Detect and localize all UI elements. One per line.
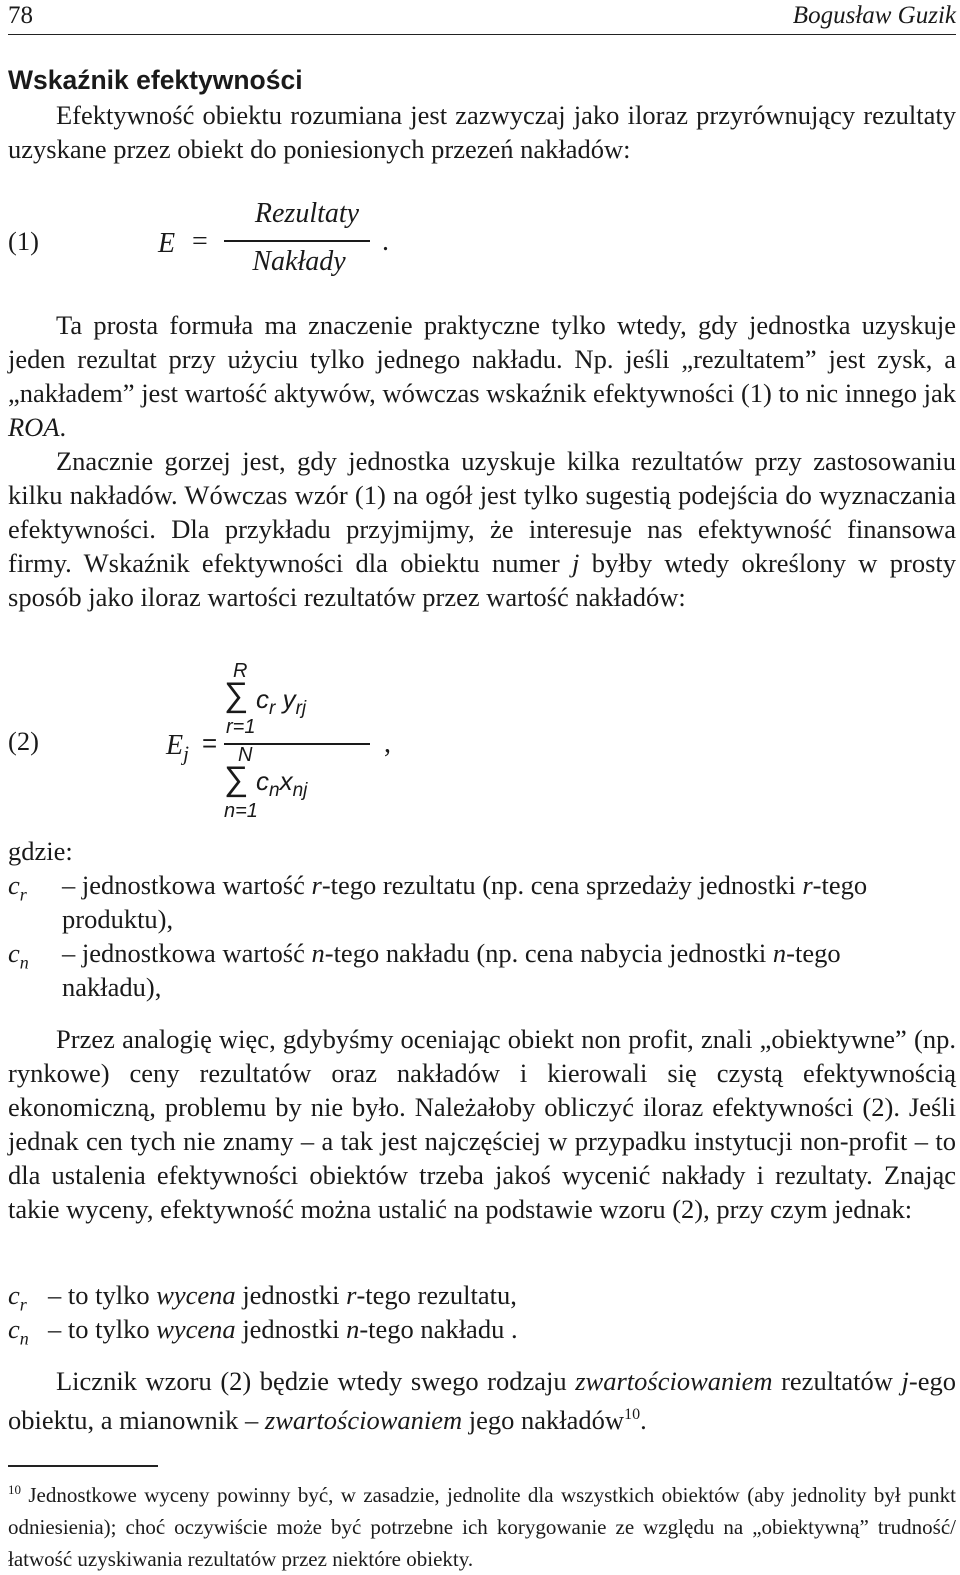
paragraph-3	[8, 444, 956, 614]
upper-sum-term	[256, 684, 306, 720]
section-heading: Wskaźnik efektywności	[8, 65, 303, 95]
running-head-author: Bogusław Guzik	[792, 2, 956, 29]
definition-body	[62, 868, 956, 936]
equation-2-lhs-symbol: E	[166, 730, 184, 761]
symbol-c: c	[8, 938, 20, 968]
upper-sigma: ∑	[224, 676, 249, 714]
definition-cr	[8, 868, 956, 936]
paragraph-2-text: Ta prosta formuła ma znaczenie praktyczne tylko wtedy, gdy jednostka uzyskuje jeden rezultat przy użyciu tylko jednego nakładu. Np. jeśli „rezultatem” jest zysk, a „nakładem” jest wartość aktywów, wówczas wskaźnik efektywności (1) to nic innego jak	[8, 310, 956, 408]
lower-sigma: ∑	[224, 760, 249, 798]
paragraph-5-text: rezultatów	[772, 1366, 902, 1396]
definition-emphasis: wycena	[156, 1280, 236, 1310]
definition-text: jednostki	[235, 1280, 347, 1310]
definition-text: -tego nakładu (np. cena nabycia jednostki	[324, 938, 773, 968]
definition-symbol	[8, 868, 27, 911]
term-x-sub: nj	[292, 780, 308, 802]
symbol-c: c	[8, 1280, 20, 1310]
equation-2-comma: ,	[384, 728, 391, 759]
equation-1-equals: =	[192, 226, 208, 257]
page-number: 78	[8, 2, 33, 29]
symbol-sub: r	[19, 1294, 27, 1315]
term-c-sub: n	[269, 780, 280, 802]
running-head	[8, 0, 956, 35]
paragraph-5	[8, 1364, 956, 1437]
term-x: x	[279, 766, 293, 796]
paragraph-3-var-j: j	[572, 548, 580, 578]
definition-body	[48, 1312, 942, 1346]
paragraph-3-text-a: Znacznie gorzej jest, gdy jednostka uzyskuje kilka rezultatów przy zastosowaniu kilku nakładów. Wówczas wzór (1) na ogół jest tylko sugestią podejścia do wyznaczania efektywności. Dla przykładu przyjmijmy, że interesuje nas efektywność finansowa firmy. Wskaźnik efektywności dla obiektu numer	[8, 446, 956, 578]
definition-body	[62, 936, 956, 1004]
footnote	[8, 1474, 956, 1575]
paragraph-5-text: Licznik wzoru (2) będzie wtedy swego rodzaju	[56, 1366, 576, 1396]
term-c: c	[256, 766, 269, 796]
definition-text: nakładu),	[62, 972, 162, 1002]
paragraph-2-end: .	[59, 412, 67, 442]
definition-var: n	[772, 938, 787, 968]
symbol-c: c	[8, 1314, 20, 1344]
definition-text: -tego	[812, 870, 868, 900]
upper-sum-limit: R	[233, 660, 248, 682]
definition-text: – jednostkowa wartość	[62, 938, 312, 968]
footnote-rule	[8, 1465, 158, 1467]
definition-var: r	[311, 870, 322, 900]
paragraph-4: Przez analogię więc, gdybyśmy oceniając obiekt non profit, znali „obiektywne” (np. rynkowe) ceny rezultatów oraz nakładów i kierowali się czystą efektywnością ekonomiczną, problemu by nie było. Należałoby obliczyć iloraz efektywności (2). Jeśli jednak cen tych nie znamy – a tak jest najczęściej w przypadku instytucji non-profit – to dla ustalenia efektywności obiektów trzeba jakoś wycenić nakłady i rezultaty. Znając takie wyceny, efektywność można ustalić na podstawie wzoru (2), przy czym jednak:	[8, 1024, 956, 1224]
definition-var: n	[346, 1314, 360, 1344]
definition-symbol	[8, 936, 29, 979]
equation-2-number: (2)	[8, 726, 39, 756]
definition-text: -tego	[786, 938, 841, 968]
definition-symbol	[8, 1312, 29, 1355]
definition-var: r	[802, 870, 813, 900]
definition-text: -tego nakładu .	[359, 1314, 518, 1344]
lower-sum-term	[256, 766, 307, 802]
paragraph-5-text: .	[640, 1404, 647, 1435]
equation-1	[158, 198, 398, 288]
footnote-number: 10	[8, 1482, 21, 1497]
definition-body	[48, 1278, 942, 1312]
equation-1-period: .	[382, 226, 389, 257]
definition-text: jednostki	[235, 1314, 347, 1344]
lower-sum-limit: N	[238, 744, 253, 766]
roa-term: ROA	[8, 412, 60, 442]
equation-1-lhs: E	[158, 228, 176, 259]
footnote-text: Jednostkowe wyceny powinny być, w zasadzie, jednolite dla wszystkich obiektów (aby jednolity był punkt odniesienia); choć oczywiście może być potrzebne ich korygowanie ze względu na „obiektywną” trudność/łatwość uzyskiwania rezultatów przez niektóre obiekty.	[8, 1483, 956, 1571]
paragraph-5-text: jego nakładów	[462, 1404, 625, 1435]
definition-text: – to tylko	[48, 1314, 157, 1344]
term-c-sub: r	[269, 698, 276, 720]
definition-cr-wycena	[8, 1278, 956, 1315]
definition-emphasis: wycena	[156, 1314, 236, 1344]
symbol-sub: n	[19, 952, 29, 973]
definition-text: -tego rezultatu (np. cena sprzedaży jednostki	[321, 870, 803, 900]
fraction-bar	[224, 240, 370, 242]
upper-sum-index: r=1	[226, 716, 256, 738]
equation-1-number: (1)	[8, 226, 39, 256]
equation-1-denominator: Nakłady	[252, 246, 346, 277]
paragraph-5-emphasis: zwartościowaniem	[264, 1404, 463, 1435]
definition-cn-wycena	[8, 1312, 956, 1349]
paragraph-5-emphasis: zwartościowaniem	[575, 1366, 773, 1396]
equation-2-equals: =	[202, 728, 218, 758]
definition-var: r	[346, 1280, 357, 1310]
definition-text: -tego rezultatu,	[356, 1280, 517, 1310]
lower-sum-index: n=1	[224, 800, 258, 822]
term-y-sub: rj	[295, 698, 307, 720]
symbol-c: c	[8, 870, 20, 900]
definition-text: produktu),	[62, 904, 174, 934]
definition-var: n	[311, 938, 325, 968]
paragraph-5-var-j: j	[901, 1366, 909, 1396]
term-y: y	[282, 684, 296, 714]
definition-cn	[8, 936, 956, 1004]
footnote-reference[interactable]: 10	[624, 1406, 641, 1423]
equation-2	[158, 660, 398, 825]
paragraph-5-text: -ego obiektu, a mianownik –	[8, 1366, 956, 1435]
equation-2-lhs-subscript: j	[183, 741, 189, 766]
equation-1-numerator: Rezultaty	[254, 198, 360, 229]
symbol-sub: r	[19, 884, 27, 905]
definition-text: – jednostkowa wartość	[62, 870, 312, 900]
term-c: c	[256, 684, 269, 714]
paragraph-2	[8, 308, 956, 444]
paragraph-3-text-b: byłby wtedy określony w prosty sposób jako iloraz wartości rezultatów przez wartość nakładów:	[8, 548, 956, 612]
gdzie-label: gdzie:	[8, 836, 73, 866]
equation-2-lhs	[166, 730, 189, 767]
paragraph-1: Efektywność obiektu rozumiana jest zazwyczaj jako iloraz przyrównujący rezultaty uzyskane przez obiekt do poniesionych przezeń nakładów:	[8, 100, 956, 164]
symbol-sub: n	[19, 1328, 29, 1349]
definition-text: – to tylko	[48, 1280, 157, 1310]
